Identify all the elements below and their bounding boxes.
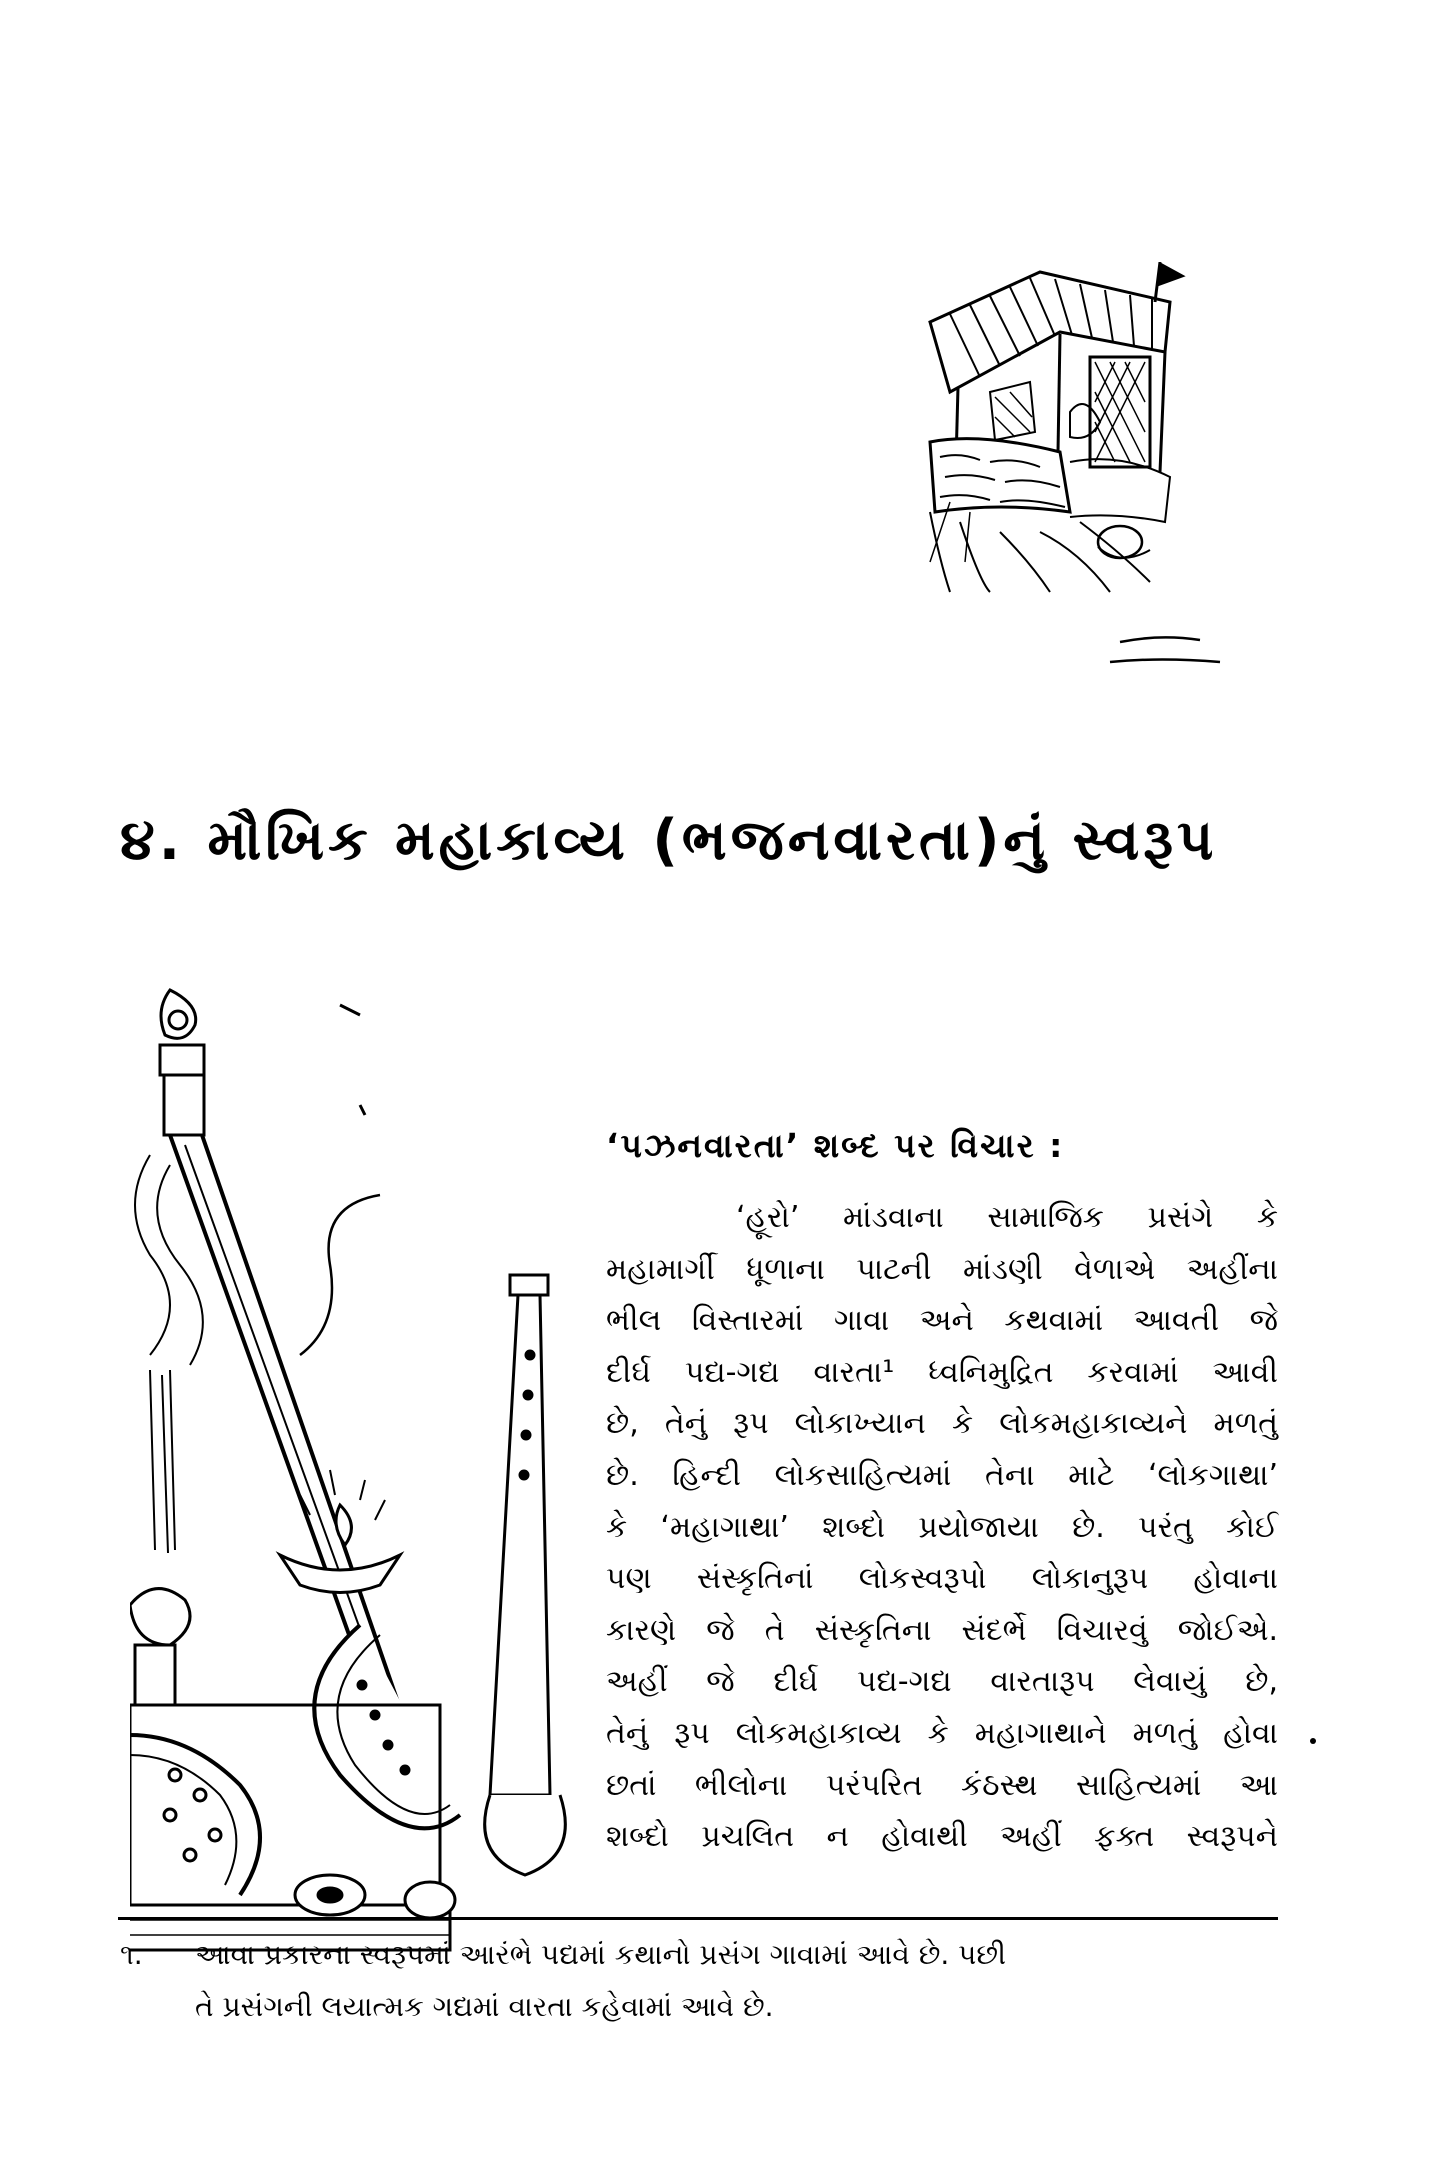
body-line: મહામાર્ગી ધૂળાના પાટની માંડણી વેળાએ અહીંના <box>606 1251 1278 1287</box>
musical-instruments-illustration <box>130 975 570 1965</box>
body-line: ભીલ વિસ્તારમાં ગાવા અને કથવામાં આવતી જે <box>606 1303 1278 1339</box>
footnote-line: તે પ્રસંગની લયાત્મક ગદ્યમાં વારતા કહેવામાં આવે છે. <box>195 1990 774 2023</box>
footnote-divider <box>118 1917 1278 1920</box>
body-line: દીર્ઘ પદ્ય-ગદ્ય વારતા¹ ધ્વનિમુદ્રિત કરવામાં આવી <box>606 1354 1278 1390</box>
footnote <box>120 1929 1280 2033</box>
body-line: છતાં ભીલોના પરંપરિત કંઠસ્થ સાહિત્યમાં આ <box>606 1767 1278 1803</box>
body-line: કારણે જે તે સંસ્કૃતિના સંદર્ભે વિચારવું જોઈએ. <box>606 1612 1278 1648</box>
chapter-title: ૪. મૌખિક મહાકાવ્ય (ભજનવારતા)નું સ્વરૂપ <box>120 808 1218 873</box>
footnote-number: ૧. <box>120 1938 143 1971</box>
section-heading: ‘પઝનવારતા’ શબ્દ પર વિચાર : <box>606 1126 1065 1165</box>
body-line: છે, તેનું રૂપ લોકાખ્યાન કે લોકમહાકાવ્યને મળતું <box>606 1406 1278 1442</box>
body-text <box>606 1192 1278 1863</box>
body-line: શબ્દો પ્રચલિત ન હોવાથી અહીં ફક્ત સ્વરૂપને <box>606 1819 1278 1855</box>
body-line: પણ સંસ્કૃતિનાં લોકસ્વરૂપો લોકાનુરૂપ હોવાના <box>606 1561 1278 1597</box>
body-line: ‘હૂરો’ માંડવાના સામાજિક પ્રસંગે કે <box>736 1200 1278 1235</box>
margin-dot <box>1310 1738 1316 1744</box>
body-line: છે. હિન્દી લોકસાહિત્યમાં તેના માટે ‘લોકગાથા’ <box>606 1457 1278 1493</box>
footnote-line: આવા પ્રકારના સ્વરૂપમાં આરંભે પદ્યમાં કથાનો પ્રસંગ ગાવામાં આવે છે. પછી <box>195 1938 1006 1971</box>
body-line: કે ‘મહાગાથા’ શબ્દો પ્રયોજાયા છે. પરંતુ કોઈ <box>606 1509 1278 1545</box>
body-line: અહીં જે દીર્ઘ પદ્ય-ગદ્ય વારતારૂપ લેવાયું છે, <box>606 1664 1278 1700</box>
hut-illustration <box>920 262 1240 682</box>
body-line: તેનું રૂપ લોકમહાકાવ્ય કે મહાગાથાને મળતું હોવા <box>606 1715 1278 1751</box>
